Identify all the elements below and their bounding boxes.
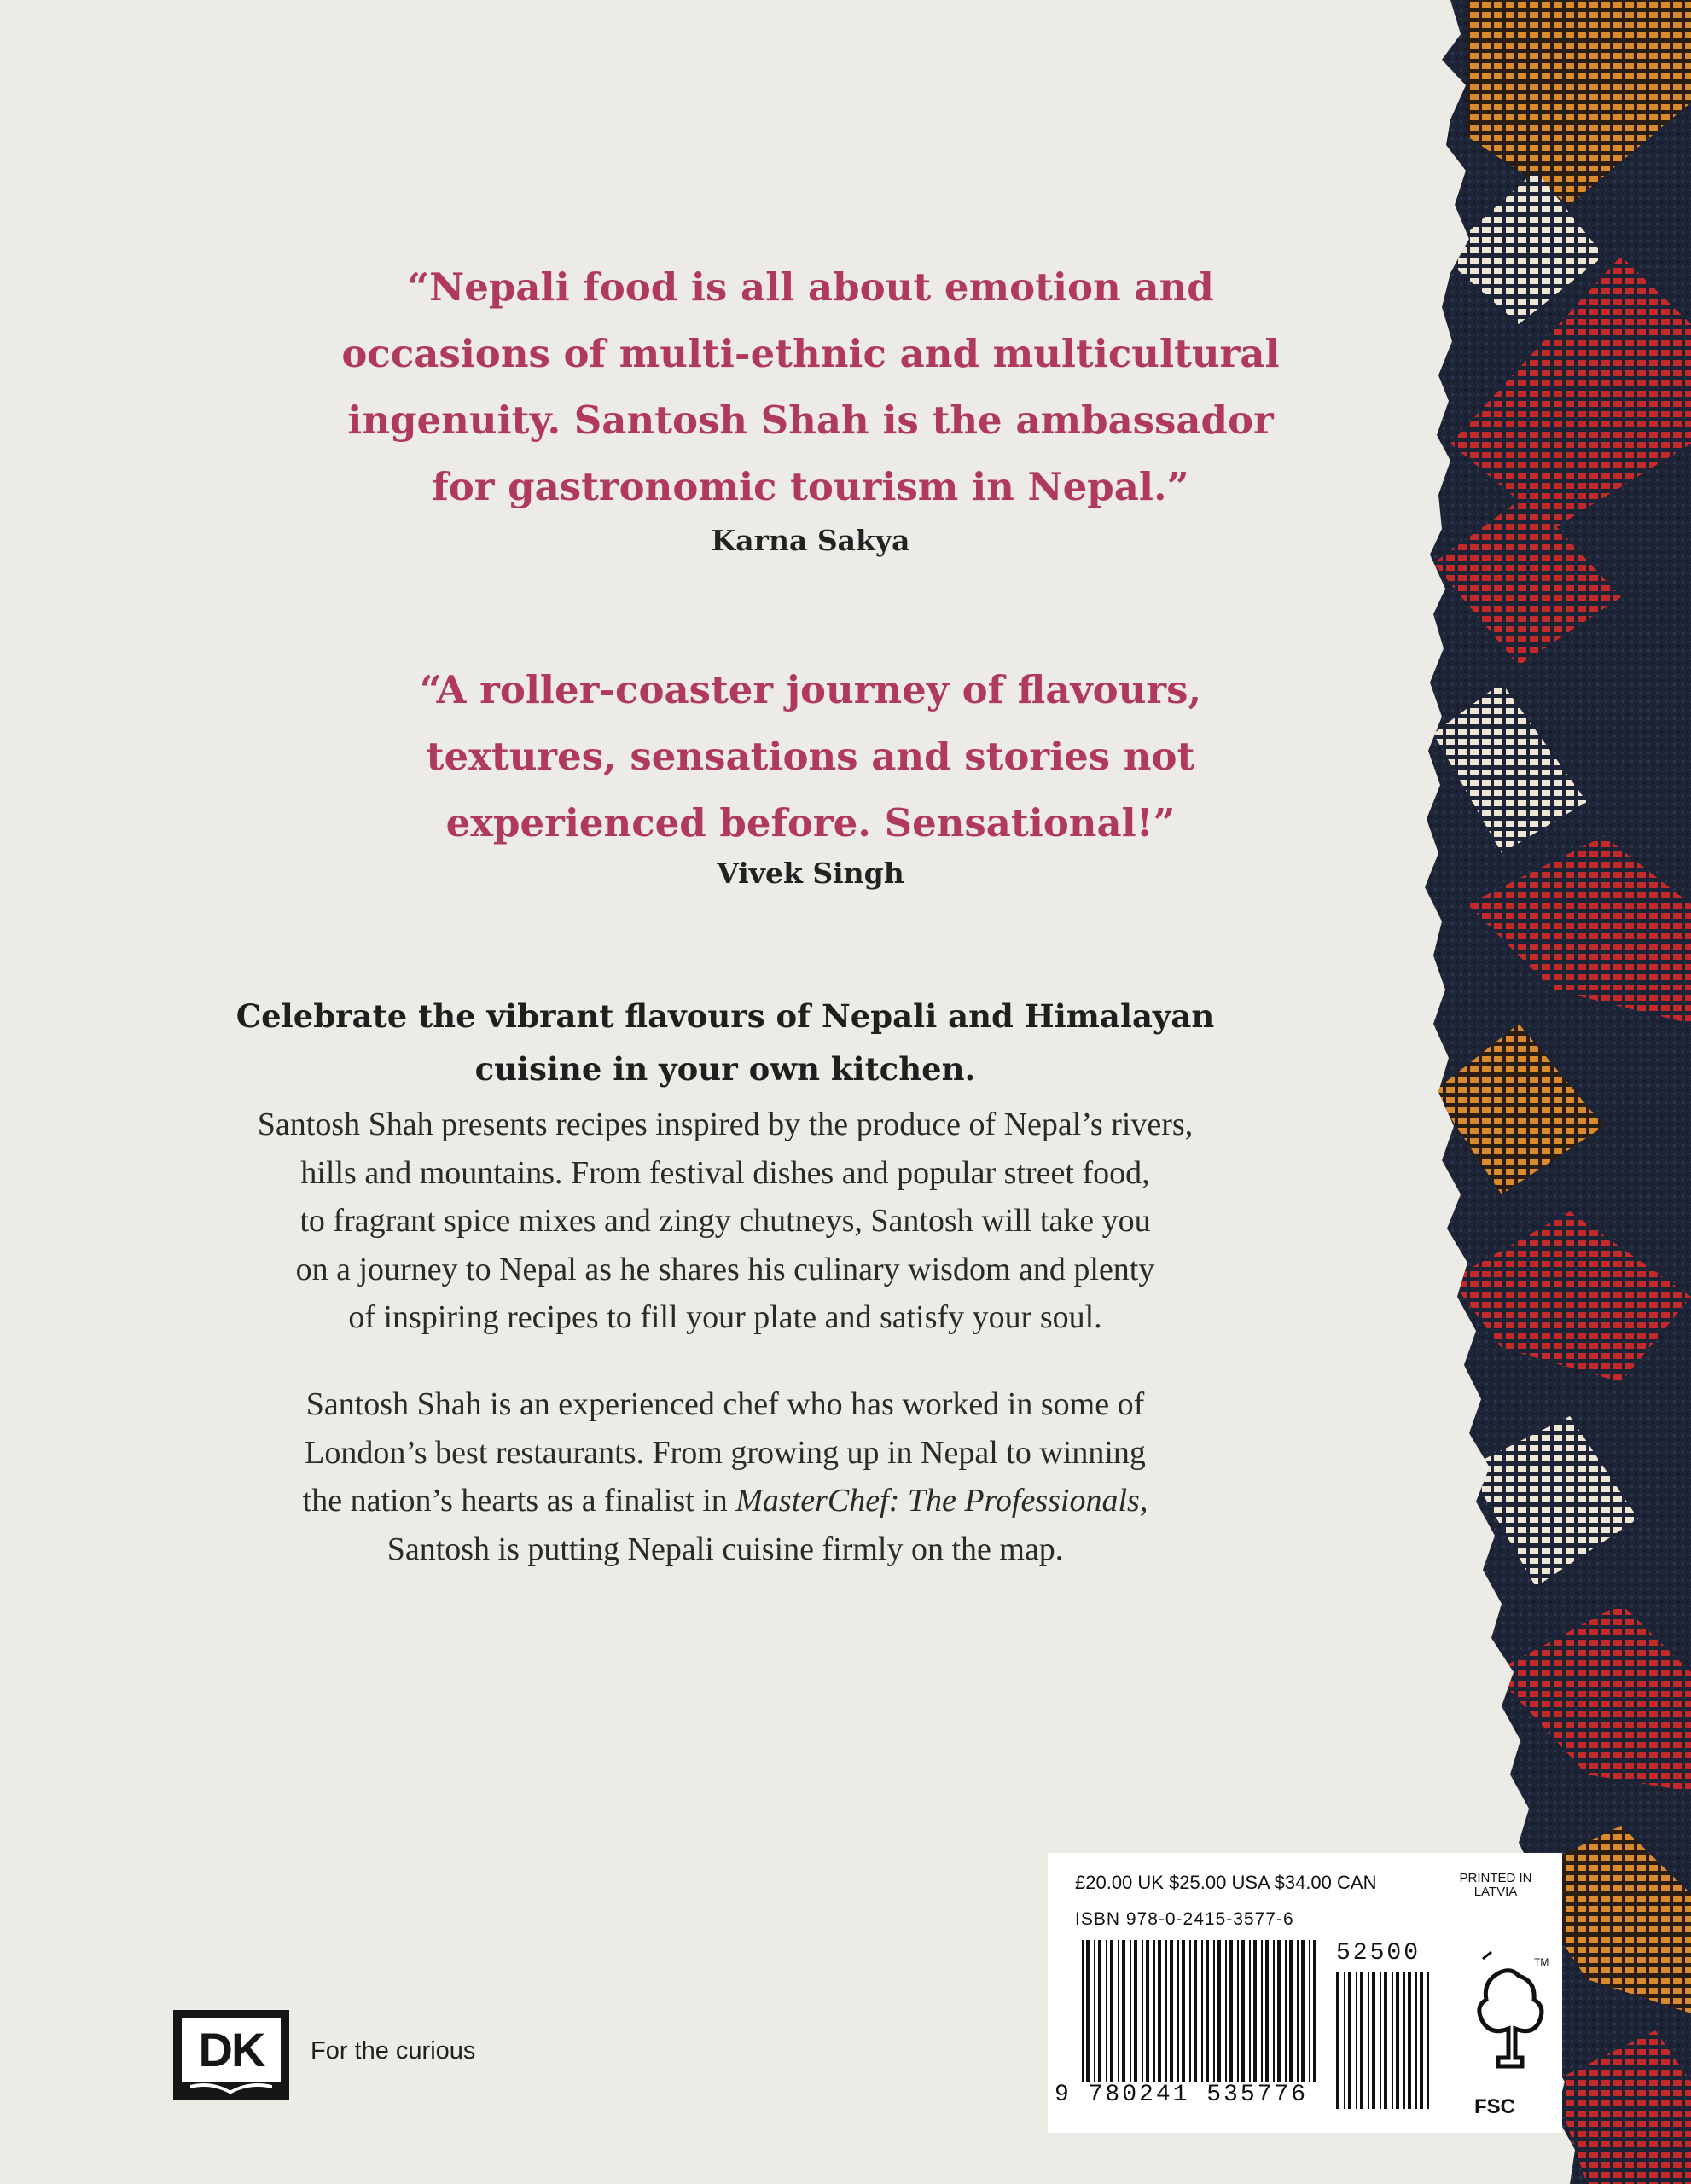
printed-in-country: LATVIA (1473, 1885, 1518, 1899)
body-line: hills and mountains. From festival dishes and popular street food, (300, 1154, 1150, 1191)
barcode-panel (1048, 1853, 1562, 2133)
barcode-bar (1086, 1940, 1090, 2082)
barcode-bar (1273, 1940, 1275, 2082)
barcode-bar (1229, 1940, 1233, 2082)
blurb-paragraph-recipes (171, 1101, 1280, 1342)
body-line: Santosh Shah is an experienced chef who has worked in some of (305, 1386, 1145, 1422)
dk-logo-text: DK (182, 2018, 281, 2082)
barcode-bar (1225, 1940, 1227, 2082)
barcode-bar (1237, 1940, 1239, 2082)
barcode-bar (1380, 1972, 1381, 2109)
barcode-bar (1182, 1940, 1185, 2082)
barcode-bar (1110, 1940, 1113, 2082)
headline-line: cuisine in your own kitchen. (474, 1050, 976, 1088)
body-line: London’s best restaurants. From growing up in Nepal to winning (305, 1434, 1146, 1471)
barcode-bar (1122, 1940, 1125, 2082)
barcode-bar (1146, 1940, 1149, 2082)
barcode-bar (1106, 1940, 1107, 2082)
fsc-tree-icon (1479, 1952, 1549, 2066)
quote-author-vivek-singh: Vivek Singh (717, 857, 904, 890)
quote-line: ingenuity. Santosh Shah is the ambassador (347, 398, 1274, 443)
quote-line: “Nepali food is all about emotion and (407, 264, 1214, 310)
tv-show-title: MasterChef: The Professionals, (735, 1483, 1148, 1519)
barcode-bar (1098, 1940, 1101, 2082)
barcode-bar (1415, 1972, 1417, 2109)
barcode-bar (1285, 1940, 1287, 2082)
barcode-bar (1213, 1940, 1215, 2082)
addon-barcode-bars (1336, 1972, 1429, 2109)
publisher-tagline: For the curious (311, 2037, 476, 2065)
barcode-bar (1372, 1972, 1375, 2109)
barcode-bar (1277, 1940, 1281, 2082)
barcode-bar (1158, 1940, 1161, 2082)
barcode-bar (1344, 1972, 1345, 2109)
barcode-bar (1082, 1940, 1084, 2082)
barcode-bar (1217, 1940, 1221, 2082)
printed-in-line: PRINTED IN (1459, 1871, 1532, 1885)
barcode-bar (1384, 1972, 1387, 2109)
barcode-bar (1348, 1972, 1351, 2109)
barcode-bar (1368, 1972, 1369, 2109)
barcode-bar (1189, 1940, 1191, 2082)
fsc-label: FSC (1474, 2095, 1515, 2118)
barcode-bar (1336, 1972, 1339, 2109)
dk-logo (173, 2010, 289, 2100)
barcode-bar (1118, 1940, 1119, 2082)
quote-author-karna-sakya: Karna Sakya (711, 524, 910, 557)
barcode-bar (1420, 1972, 1423, 2109)
quote-line: “A roller-coaster journey of flavours, (419, 667, 1202, 712)
barcode-bar (1408, 1972, 1411, 2109)
headline-line: Celebrate the vibrant flavours of Nepali and Himalayan (235, 997, 1215, 1035)
barcode-bar (1313, 1940, 1316, 2082)
barcode-bar (1427, 1972, 1429, 2109)
barcode-bar (1261, 1940, 1263, 2082)
barcode-bar (1094, 1940, 1095, 2082)
barcode-bar (1249, 1940, 1251, 2082)
addon-digits: 52500 (1336, 1940, 1421, 1966)
barcode-bar (1253, 1940, 1257, 2082)
body-line: on a journey to Nepal as he shares his culinary wisdom and plenty (295, 1251, 1155, 1287)
barcode-bar (1153, 1940, 1155, 2082)
barcode-bar (1130, 1940, 1131, 2082)
barcode-bar (1289, 1940, 1293, 2082)
barcode-bar (1396, 1972, 1399, 2109)
barcode-bar (1392, 1972, 1393, 2109)
barcode-bar (1241, 1940, 1245, 2082)
barcode-bar (1194, 1940, 1197, 2082)
barcode-bar (1265, 1940, 1269, 2082)
barcode-bar (1170, 1940, 1173, 2082)
barcode-bar (1309, 1940, 1310, 2082)
barcode-bar (1403, 1972, 1405, 2109)
open-book-icon (173, 2082, 289, 2100)
svg-text:TM: TM (1534, 1956, 1549, 1968)
barcode-bar (1356, 1972, 1357, 2109)
isbn-number: ISBN 978-0-2415-3577-6 (1075, 1909, 1294, 1929)
quote-line: occasions of multi-ethnic and multicultural (341, 331, 1280, 376)
body-text: the nation’s hearts as a finalist in (302, 1483, 736, 1519)
barcode-bar (1297, 1940, 1299, 2082)
barcode-bar (1165, 1940, 1167, 2082)
body-line: to fragrant spice mixes and zingy chutneys, Santosh will take you (299, 1203, 1151, 1239)
body-line: of inspiring recipes to fill your plate and satisfy your soul. (348, 1299, 1102, 1335)
quote-line: for gastronomic tourism in Nepal.” (432, 464, 1189, 509)
barcode-digits: 9 780241 535776 (1055, 2082, 1309, 2108)
body-line: Santosh Shah presents recipes inspired by the produce of Nepal’s rivers, (257, 1107, 1194, 1142)
barcode-bar (1201, 1940, 1203, 2082)
barcode-bar (1142, 1940, 1143, 2082)
quote-vivek-singh (256, 657, 1365, 857)
quote-line: textures, sensations and stories not (426, 734, 1195, 779)
body-line: Santosh is putting Nepali cuisine firmly on the map. (386, 1531, 1064, 1567)
barcode-bar (1134, 1940, 1137, 2082)
price-line: £20.00 UK $25.00 USA $34.00 CAN (1075, 1872, 1377, 1893)
barcode-bar (1206, 1940, 1209, 2082)
blurb-headline (171, 990, 1280, 1095)
blurb-paragraph-author-bio (171, 1380, 1280, 1573)
ean-barcode-bars (1082, 1940, 1316, 2082)
barcode-bar (1360, 1972, 1363, 2109)
barcode-bar (1301, 1940, 1305, 2082)
barcode-bar (1177, 1940, 1179, 2082)
quote-line: experienced before. Sensational!” (445, 800, 1176, 845)
body-line (171, 1477, 1280, 1525)
quote-karna-sakya (256, 254, 1365, 520)
